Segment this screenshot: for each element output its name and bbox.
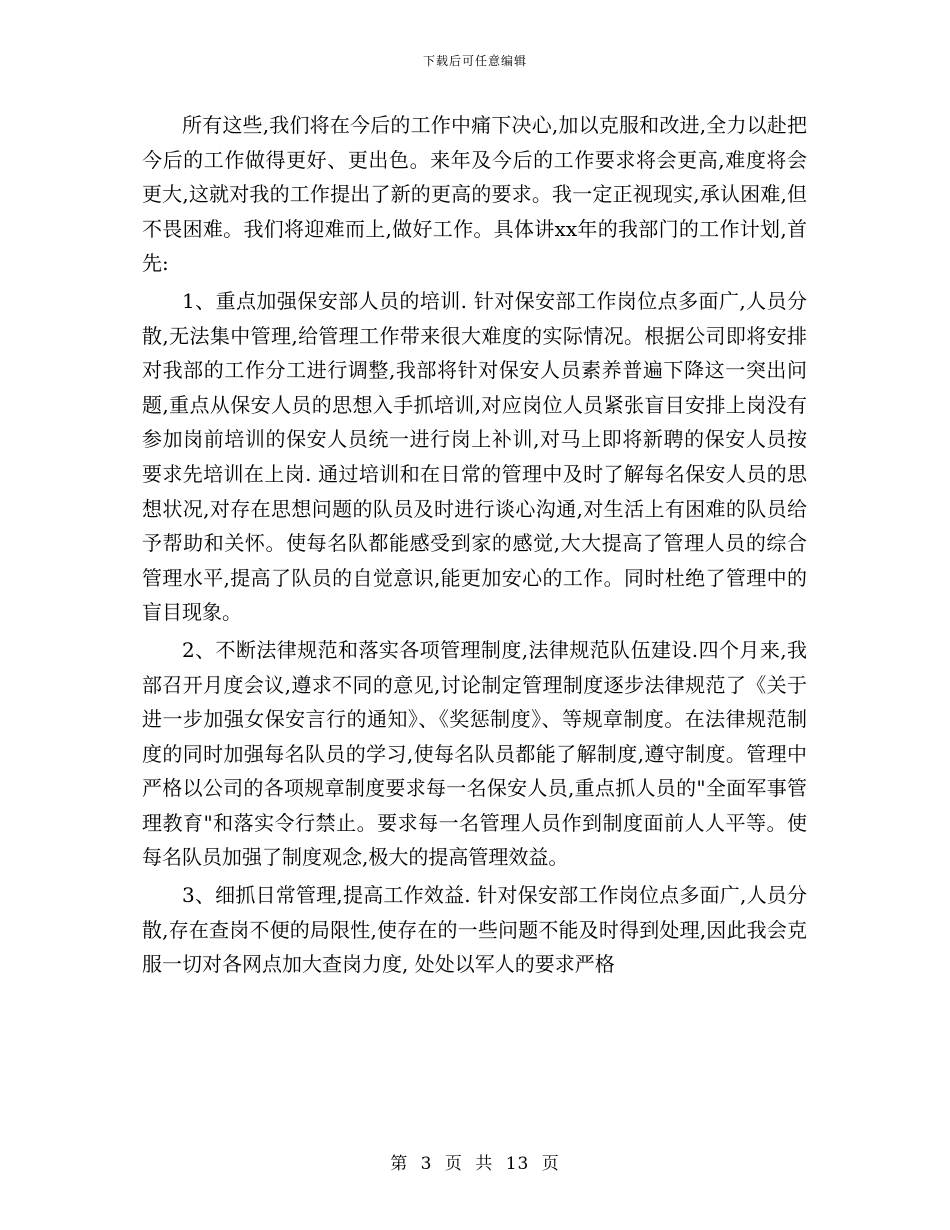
paragraph-item-2: 2、不断法律规范和落实各项管理制度,法律规范队伍建设.四个月来,我部召开月度会议,遵求不同的意见,讨论制定管理制度逐步法律规范了《关于进一步加强女保安言行的通知》、《奖惩制度》、等规章制度。在法律规范制度的同时加强每名队员的学习,使每名队员都能了解制度,遵守制度。管理中严格以公司的各项规章制度要求每一名保安人员,重点抓人员的"全面军事管理教育"和落实令行禁止。要求每一名管理人员作到制度面前人人平等。使每名队员加强了制度观念,极大的提高管理效益。 <box>142 637 807 870</box>
paragraph-item-3: 3、细抓日常管理,提高工作效益. 针对保安部工作岗位点多面广,人员分散,存在查岗不便的局限性,使存在的一些问题不能及时得到处理,因此我会克服一切对各网点加大查岗力度, 处处以军人的要求严格 <box>142 883 807 977</box>
paragraph-item-1: 1、重点加强保安部人员的培训. 针对保安部工作岗位点多面广,人员分散,无法集中管理,给管理工作带来很大难度的实际情况。根据公司即将安排对我部的工作分工进行调整,我部将针对保安人员素养普遍下降这一突出问题,重点从保安人员的思想入手抓培训,对应岗位人员紧张盲目安排上岗没有参加岗前培训的保安人员统一进行岗上补训,对马上即将新聘的保安人员按要求先培训在上岗. 通过培训和在日常的管理中及时了解每名保安人员的思想状况,对存在思想问题的队员及时进行谈心沟通,对生活上有困难的队员给予帮助和关怀。使每名队都能感受到家的感觉,大大提高了管理人员的综合管理水平,提高了队员的自觉意识,能更加安心的工作。同时杜绝了管理中的盲目现象。 <box>142 288 807 625</box>
document-body <box>142 108 807 982</box>
paragraph-intro: 所有这些,我们将在今后的工作中痛下决心,加以克服和改进,全力以赴把今后的工作做得更好、更出色。来年及今后的工作要求将会更高,难度将会更大,这就对我的工作提出了新的更高的要求。我一定正视现实,承认困难,但不畏困难。我们将迎难而上,做好工作。具体讲xx年的我部门的工作计划,首先: <box>142 113 807 276</box>
page-number-footer: 第 3 页 共 13 页 <box>390 1154 560 1174</box>
page-header: 下载后可任意编辑 <box>422 54 527 68</box>
